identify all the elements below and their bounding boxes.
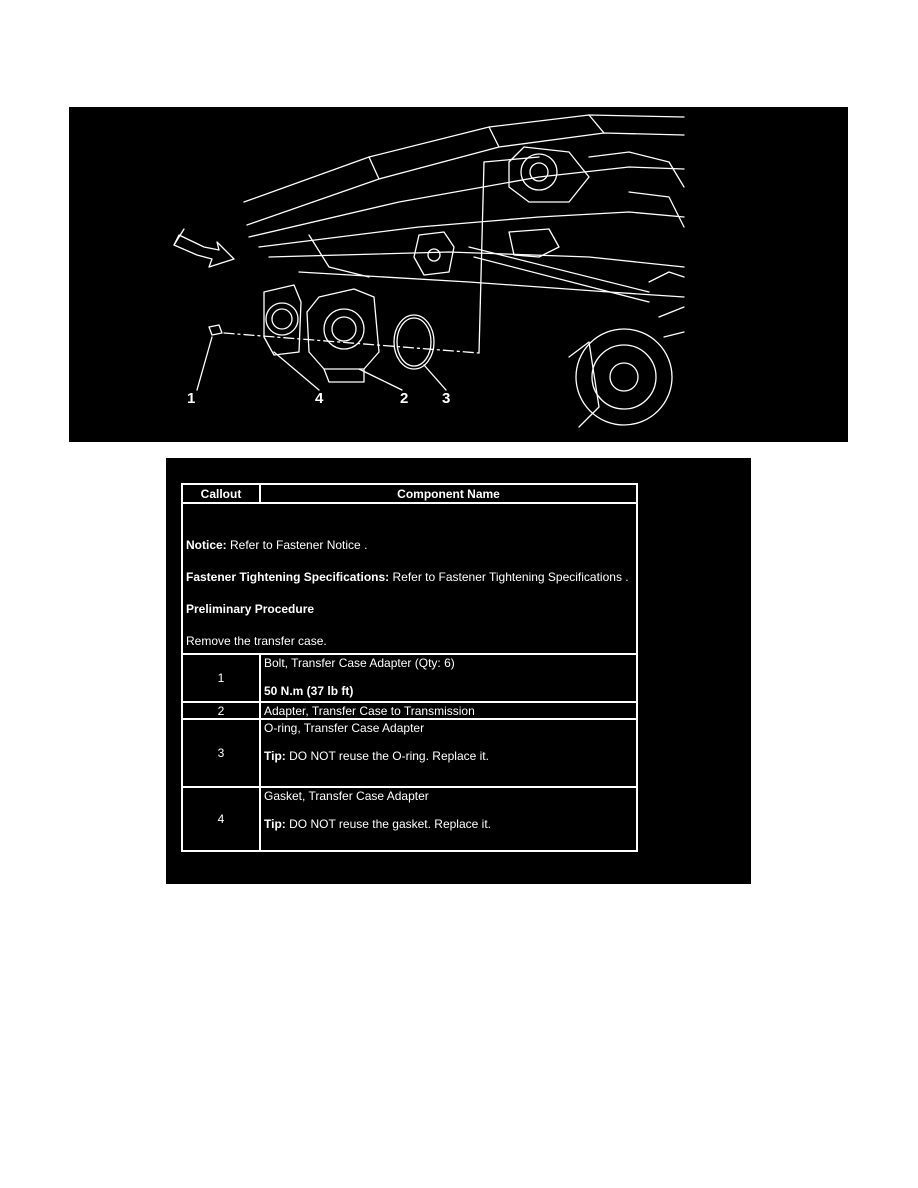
row-description	[260, 654, 637, 702]
component-name: Adapter, Transfer Case to Transmission	[264, 703, 475, 718]
tip-line	[264, 749, 633, 763]
notes-row	[182, 503, 637, 654]
fastener-label: Fastener Tightening Specifications:	[186, 570, 390, 584]
row-callout: 1	[182, 654, 260, 702]
table-row	[182, 787, 637, 851]
tip-label: Tip:	[264, 817, 286, 831]
exploded-view-illustration	[69, 107, 848, 442]
callout-2-label: 2	[400, 390, 409, 407]
table-header-row	[182, 484, 637, 503]
row-callout: 3	[182, 719, 260, 787]
callout-1-label: 1	[187, 390, 196, 407]
component-table	[181, 483, 638, 852]
notice-line	[186, 538, 633, 552]
row-description	[260, 702, 637, 719]
row-callout: 2	[182, 702, 260, 719]
tip-text: DO NOT reuse the O-ring. Replace it.	[285, 749, 489, 763]
header-component-name: Component Name	[260, 484, 637, 503]
component-table-panel	[166, 458, 751, 884]
callout-3-label: 3	[442, 390, 451, 407]
notes-cell	[182, 503, 637, 654]
torque-spec: 50 N.m (37 lb ft)	[264, 684, 354, 698]
table-row	[182, 654, 637, 702]
notice-text: Refer to Fastener Notice .	[226, 538, 368, 552]
callout-4-label: 4	[315, 390, 324, 407]
tip-line	[264, 817, 633, 831]
row-description	[260, 719, 637, 787]
row-description	[260, 787, 637, 851]
preliminary-text: Remove the transfer case.	[186, 634, 327, 648]
table-row	[182, 702, 637, 719]
header-callout: Callout	[182, 484, 260, 503]
row-callout: 4	[182, 787, 260, 851]
line-drawing	[69, 107, 848, 442]
tip-text: DO NOT reuse the gasket. Replace it.	[285, 817, 491, 831]
preliminary-heading: Preliminary Procedure	[186, 602, 315, 616]
notice-label: Notice:	[186, 538, 227, 552]
table-row	[182, 719, 637, 787]
component-name: O-ring, Transfer Case Adapter	[264, 721, 425, 735]
tip-label: Tip:	[264, 749, 286, 763]
component-name: Bolt, Transfer Case Adapter (Qty: 6)	[264, 656, 455, 670]
fastener-line	[186, 570, 633, 584]
component-name: Gasket, Transfer Case Adapter	[264, 789, 429, 803]
fastener-text: Refer to Fastener Tightening Specifications .	[389, 570, 629, 584]
